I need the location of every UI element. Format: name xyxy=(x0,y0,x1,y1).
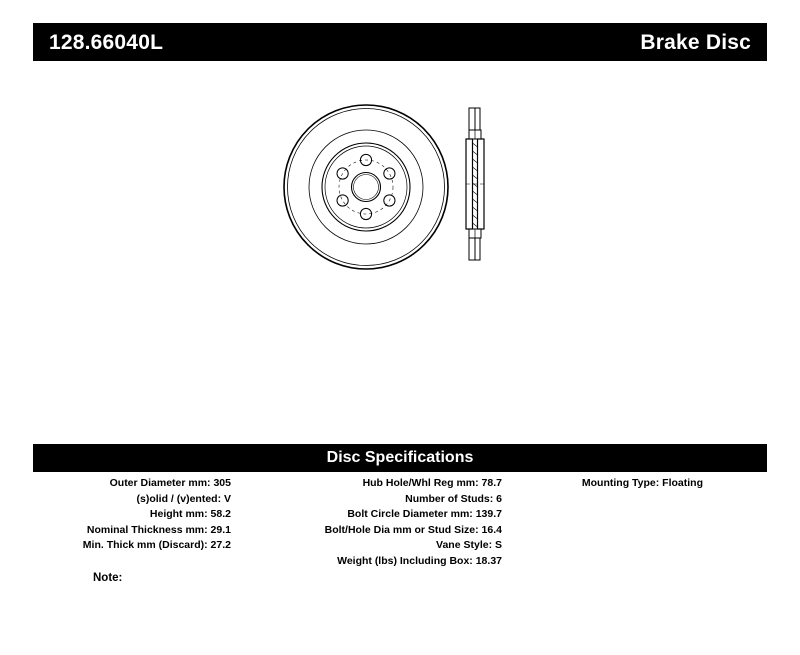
header-bar xyxy=(33,23,767,61)
spec-item: Nominal Thickness mm: 29.1 xyxy=(86,523,231,536)
note-label: Note: xyxy=(93,572,123,584)
spec-item: Mounting Type: Floating xyxy=(581,477,703,489)
spec-item: Hub Hole/Whl Reg mm: 78.7 xyxy=(362,477,502,489)
spec-item: Min. Thick mm (Discard): 27.2 xyxy=(82,539,231,551)
specs-table xyxy=(33,476,767,586)
spec-item: Number of Studs: 6 xyxy=(405,492,502,505)
specs-column-left xyxy=(33,476,231,554)
spec-item: Bolt Circle Diameter mm: 139.7 xyxy=(347,508,502,520)
specs-column-middle xyxy=(243,476,502,569)
spec-item: Outer Diameter mm: 305 xyxy=(109,477,231,489)
part-number: 128.66040L xyxy=(49,30,164,54)
spec-item: Weight (lbs) Including Box: 18.37 xyxy=(337,554,502,567)
rotor-face-view xyxy=(284,105,448,269)
rotor-section-view xyxy=(466,108,484,260)
product-type: Brake Disc xyxy=(640,30,751,54)
spec-item: Vane Style: S xyxy=(436,539,502,551)
specs-title-bar xyxy=(33,444,767,472)
technical-drawing xyxy=(270,95,550,295)
specs-column-right xyxy=(520,476,703,492)
spec-item: Height mm: 58.2 xyxy=(149,508,231,520)
spec-item: (s)olid / (v)ented: V xyxy=(136,492,231,505)
specs-title: Disc Specifications xyxy=(326,449,474,466)
spec-item: Bolt/Hole Dia mm or Stud Size: 16.4 xyxy=(324,523,502,536)
